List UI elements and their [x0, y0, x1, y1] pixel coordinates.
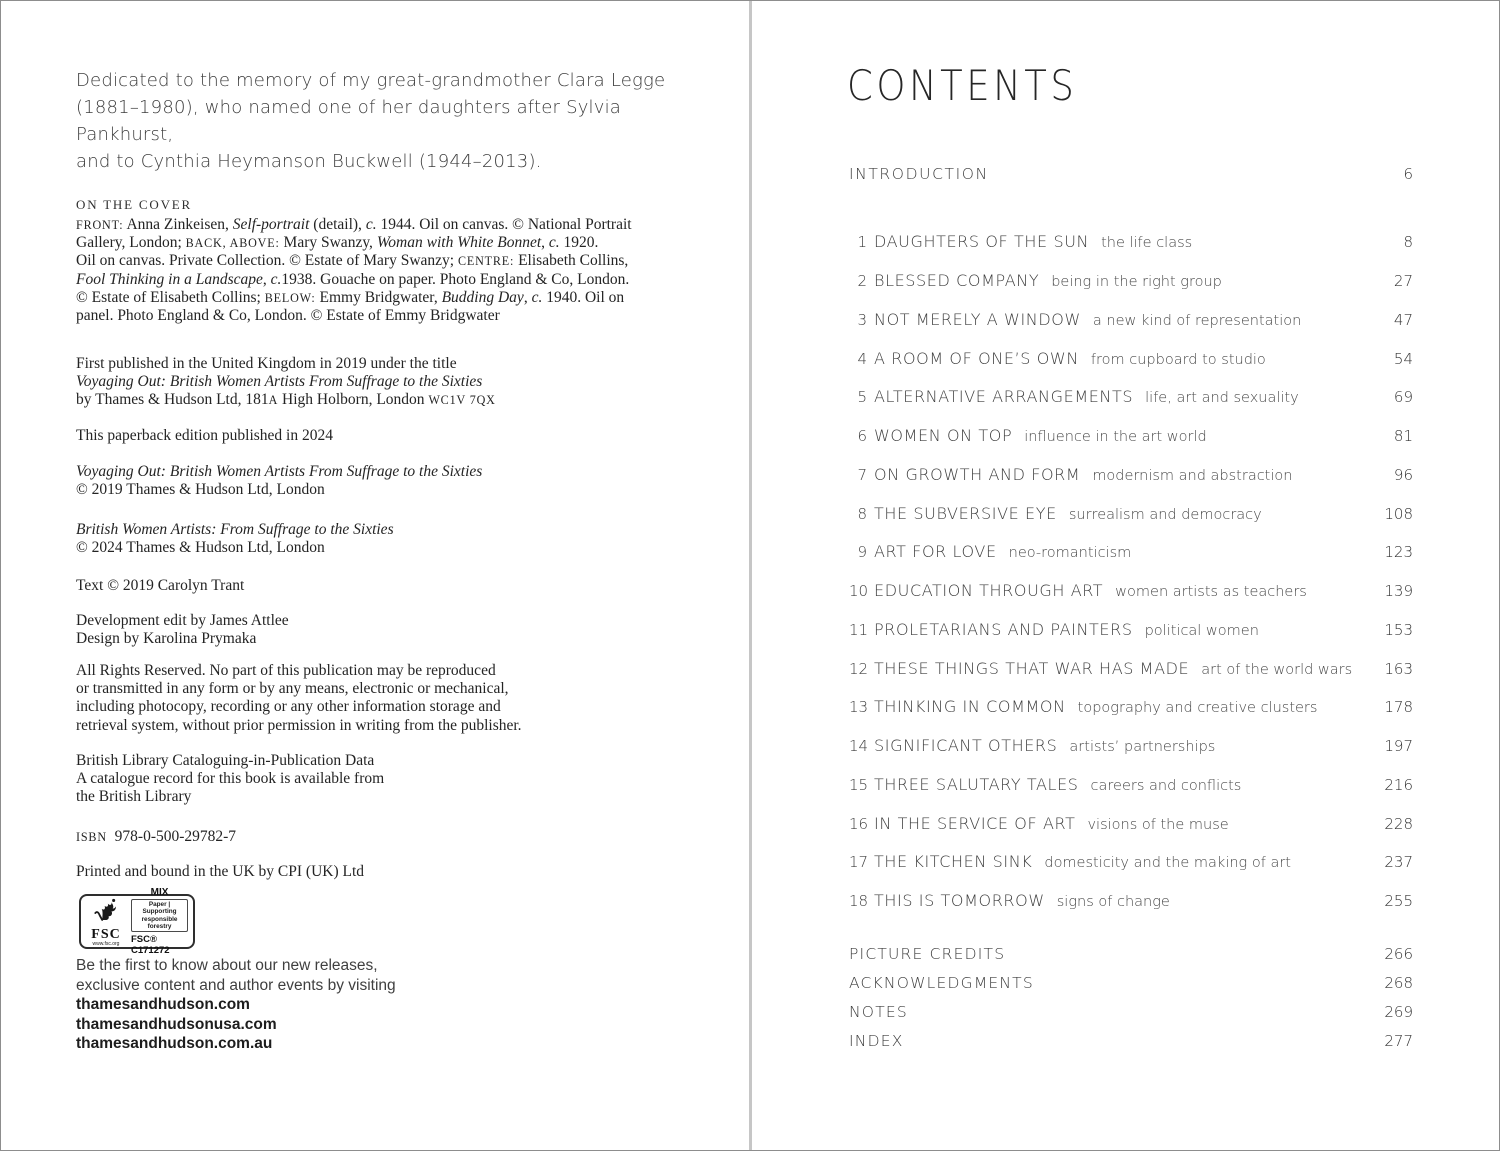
chapter-title: THE KITCHEN SINK	[874, 852, 1033, 872]
isbn-line	[76, 828, 696, 846]
chapter-number: 4	[857, 349, 867, 368]
first-published-text	[76, 355, 696, 410]
chapter-page-number: 178	[1384, 698, 1413, 717]
text-line: and to Cynthia Heymanson Buckwell (1944–2013).	[76, 151, 542, 172]
page-gutter-divider	[749, 1, 752, 1151]
chapter-number: 11	[849, 620, 869, 639]
chapter-number: 1	[857, 233, 867, 252]
chapter-number: 10	[849, 582, 869, 601]
fsc-mix-column	[131, 887, 188, 956]
chapter-page-number: 255	[1384, 892, 1413, 911]
chapter-page-number: 163	[1384, 659, 1413, 678]
chapter-page-number: 237	[1384, 853, 1413, 872]
text-line: panel. Photo England & Co, London. © Estate of Emmy Bridgwater	[76, 307, 500, 325]
chapter-title: BLESSED COMPANY	[874, 271, 1040, 291]
chapter-number: 3	[857, 310, 867, 329]
chapter-page-number: 216	[1384, 775, 1413, 794]
chapter-page-number: 81	[1393, 427, 1413, 446]
chapter-title-group	[874, 387, 1299, 407]
chapter-title-group	[874, 697, 1317, 717]
text-line: Dedicated to the memory of my great-grandmother Clara Legge	[76, 70, 666, 91]
chapter-title: ALTERNATIVE ARRANGEMENTS	[874, 387, 1134, 407]
toc-chapter-row	[849, 378, 1413, 417]
toc-introduction-page-number: 6	[1403, 165, 1413, 183]
text-line: FRONT: Anna Zinkeisen, Self-portrait (detail), c. 1944. Oil on canvas. © National Portrait	[76, 216, 632, 233]
back-matter-label: PICTURE CREDITS	[849, 944, 1006, 963]
text-line: Fool Thinking in a Landscape, c.1938. Gouache on paper. Photo England & Co, London.	[76, 270, 630, 288]
chapter-page-number: 96	[1393, 465, 1413, 484]
chapter-page-number: 108	[1384, 504, 1413, 523]
text-line: A catalogue record for this book is available from	[76, 770, 385, 788]
chapter-page-number: 8	[1403, 233, 1413, 252]
chapter-title: THIS IS TOMORROW	[874, 891, 1045, 911]
text-copyright-line	[76, 577, 696, 595]
toc-chapter-row	[849, 572, 1413, 611]
text-line: © 2024 Thames & Hudson Ltd, London	[76, 539, 325, 557]
back-matter-row	[849, 968, 1413, 997]
text-line: Oil on canvas. Private Collection. © Estate of Mary Swanzy; CENTRE: Elisabeth Collins,	[76, 252, 629, 270]
text-line: thamesandhudsonusa.com	[76, 1015, 277, 1033]
text-line: retrieval system, without prior permission in writing from the publisher.	[76, 716, 522, 734]
toc-introduction-label: INTRODUCTION	[849, 165, 989, 183]
chapter-title-group	[874, 349, 1266, 369]
toc-chapter-row	[849, 262, 1413, 301]
text-line: thamesandhudson.com	[76, 996, 250, 1014]
text-line: by Thames & Hudson Ltd, 181A High Holborn, London WC1V 7QX	[76, 391, 496, 409]
chapter-title: THE SUBVERSIVE EYE	[874, 503, 1057, 523]
toc-chapter-row	[849, 456, 1413, 495]
toc-chapter-row	[849, 649, 1413, 688]
british-library-text	[76, 752, 696, 807]
back-matter-label: NOTES	[849, 1002, 908, 1021]
chapter-number: 8	[857, 504, 867, 523]
chapter-subtitle: life, art and sexuality	[1145, 390, 1299, 407]
toc-chapter-row	[849, 766, 1413, 805]
chapter-number: 7	[857, 465, 867, 484]
fsc-certification-label	[79, 887, 195, 956]
contents-page-title: CONTENTS	[847, 61, 1078, 110]
chapter-title-group	[874, 232, 1192, 252]
toc-chapter-row	[849, 494, 1413, 533]
text-line: All Rights Reserved. No part of this publication may be reproduced	[76, 662, 496, 679]
chapter-subtitle: domesticity and the making of art	[1044, 855, 1291, 872]
toc-chapter-row	[849, 417, 1413, 456]
chapter-title-group	[874, 814, 1229, 834]
text-line: (1881–1980), who named one of her daughters after Sylvia Pankhurst,	[76, 97, 622, 145]
fsc-logo-column	[86, 897, 126, 947]
chapter-page-number: 228	[1384, 814, 1413, 833]
chapter-title-group	[874, 542, 1131, 562]
chapter-title: SIGNIFICANT OTHERS	[874, 736, 1058, 756]
chapter-title-group	[874, 465, 1292, 485]
toc-back-matter-list	[849, 939, 1413, 1055]
printed-and-bound-line	[76, 863, 696, 881]
text-line: or transmitted in any form or by any means, electronic or mechanical,	[76, 680, 509, 698]
chapter-title: A ROOM OF ONE’S OWN	[874, 348, 1079, 368]
chapter-title-group	[874, 852, 1291, 872]
chapter-page-number: 139	[1384, 582, 1413, 601]
fsc-acronym: FSC	[91, 926, 121, 942]
toc-chapter-row	[849, 804, 1413, 843]
publisher-websites-text	[76, 956, 596, 1054]
toc-chapter-row	[849, 339, 1413, 378]
fsc-tree-check-icon	[93, 897, 119, 928]
text-line: Design by Karolina Prymaka	[76, 630, 257, 648]
chapter-subtitle: careers and conflicts	[1090, 777, 1242, 794]
chapter-title: IN THE SERVICE OF ART	[874, 813, 1076, 833]
chapter-title-group	[874, 271, 1222, 291]
fsc-paper-line1: Paper | Supporting	[142, 901, 177, 916]
toc-chapter-row	[849, 533, 1413, 572]
chapter-page-number: 123	[1384, 543, 1413, 562]
text-line: Text © 2019 Carolyn Trant	[76, 577, 245, 594]
cover-credits-text	[76, 216, 696, 325]
chapter-title-group	[874, 891, 1170, 911]
text-line: thamesandhudson.com.au	[76, 1035, 273, 1053]
chapter-subtitle: political women	[1144, 622, 1259, 639]
chapter-subtitle: a new kind of representation	[1092, 312, 1302, 329]
text-line: ISBN 978-0-500-29782-7	[76, 828, 237, 845]
chapter-number: 14	[849, 737, 869, 756]
chapter-subtitle: signs of change	[1056, 894, 1170, 911]
back-matter-row	[849, 939, 1413, 968]
chapter-title-group	[874, 736, 1215, 756]
chapter-page-number: 197	[1384, 737, 1413, 756]
chapter-title: DAUGHTERS OF THE SUN	[874, 232, 1090, 252]
chapter-subtitle: visions of the muse	[1087, 816, 1229, 833]
chapter-title-group	[874, 620, 1259, 640]
chapter-title-group	[874, 504, 1262, 524]
text-line: including photocopy, recording or any other information storage and	[76, 698, 501, 716]
back-matter-row	[849, 1026, 1413, 1055]
all-rights-reserved-text	[76, 662, 696, 735]
back-matter-page-number: 269	[1384, 1002, 1413, 1021]
chapter-number: 16	[849, 814, 869, 833]
text-line: Voyaging Out: British Women Artists From Suffrage to the Sixties	[76, 463, 483, 480]
chapter-number: 5	[857, 388, 867, 407]
fsc-mix-label: MIX	[150, 887, 169, 899]
chapter-subtitle: art of the world wars	[1201, 661, 1353, 678]
chapter-number: 18	[849, 892, 869, 911]
fsc-cert-number: FSC® C171272	[131, 933, 170, 956]
chapter-number: 13	[849, 698, 869, 717]
text-line: exclusive content and author events by visiting	[76, 976, 396, 994]
chapter-title: ART FOR LOVE	[874, 542, 997, 562]
british-women-artists-copyright-text	[76, 521, 696, 557]
text-line: This paperback edition published in 2024	[76, 427, 333, 444]
chapter-subtitle: modernism and abstraction	[1092, 467, 1293, 484]
toc-chapter-row	[849, 301, 1413, 340]
chapter-number: 15	[849, 775, 869, 794]
chapter-subtitle: neo-romanticism	[1008, 545, 1132, 562]
text-line: Gallery, London; BACK, ABOVE: Mary Swanzy, Woman with White Bonnet, c. 1920.	[76, 234, 599, 252]
chapter-subtitle: artists’ partnerships	[1069, 739, 1216, 756]
chapter-subtitle: from cupboard to studio	[1090, 351, 1266, 368]
toc-chapter-row	[849, 882, 1413, 921]
chapter-title: EDUCATION THROUGH ART	[874, 581, 1104, 601]
text-line: © 2019 Thames & Hudson Ltd, London	[76, 481, 325, 499]
toc-introduction-row	[849, 161, 1413, 187]
voyaging-out-copyright-text	[76, 463, 696, 499]
back-matter-page-number: 268	[1384, 973, 1413, 992]
chapter-page-number: 54	[1393, 349, 1413, 368]
chapter-title: PROLETARIANS AND PAINTERS	[874, 619, 1133, 639]
fsc-paper-line2: responsible forestry	[141, 915, 178, 930]
chapter-title: NOT MERELY A WINDOW	[874, 309, 1081, 329]
chapter-number: 2	[857, 272, 867, 291]
back-matter-label: ACKNOWLEDGMENTS	[849, 973, 1034, 992]
text-line: British Women Artists: From Suffrage to the Sixties	[76, 521, 394, 538]
chapter-title-group	[874, 581, 1307, 601]
chapter-title-group	[874, 310, 1301, 330]
text-line: © Estate of Elisabeth Collins; BELOW: Emmy Bridgwater, Budding Day, c. 1940. Oil on	[76, 288, 625, 306]
chapter-subtitle: the life class	[1101, 235, 1193, 252]
back-matter-page-number: 266	[1384, 944, 1413, 963]
fsc-paper-label	[131, 899, 188, 932]
toc-chapter-row	[849, 611, 1413, 650]
chapter-title-group	[874, 659, 1352, 679]
chapter-title-group	[874, 775, 1241, 795]
chapter-subtitle: surrealism and democracy	[1068, 506, 1262, 523]
chapter-subtitle: influence in the art world	[1024, 429, 1207, 446]
fsc-url: www.fsc.org	[92, 940, 120, 947]
toc-chapter-row	[849, 727, 1413, 766]
back-matter-page-number: 277	[1384, 1031, 1413, 1050]
chapter-page-number: 27	[1393, 272, 1413, 291]
chapter-number: 9	[857, 543, 867, 562]
chapter-number: 17	[849, 853, 869, 872]
text-line: British Library Cataloguing-in-Publication Data	[76, 752, 375, 769]
chapter-page-number: 47	[1393, 310, 1413, 329]
text-line: Printed and bound in the UK by CPI (UK) Ltd	[76, 863, 365, 880]
chapter-subtitle: women artists as teachers	[1115, 584, 1307, 601]
back-matter-label: INDEX	[849, 1031, 904, 1050]
dedication-text	[76, 67, 676, 175]
toc-chapter-row	[849, 688, 1413, 727]
back-matter-row	[849, 997, 1413, 1026]
chapter-title: THESE THINGS THAT WAR HAS MADE	[874, 658, 1190, 678]
text-line: First published in the United Kingdom in 2019 under the title	[76, 355, 457, 372]
text-line: Development edit by James Attlee	[76, 612, 289, 629]
chapter-subtitle: topography and creative clusters	[1077, 700, 1318, 717]
text-line: Be the first to know about our new releases,	[76, 957, 378, 974]
chapter-title: THINKING IN COMMON	[874, 697, 1066, 717]
toc-chapter-list	[849, 223, 1413, 921]
chapter-title: WOMEN ON TOP	[874, 426, 1013, 446]
chapter-number: 6	[857, 427, 867, 446]
chapter-title: THREE SALUTARY TALES	[874, 774, 1079, 794]
paperback-edition-text	[76, 427, 696, 445]
edit-design-credits-text	[76, 612, 696, 648]
chapter-title-group	[874, 426, 1207, 446]
chapter-subtitle: being in the right group	[1051, 274, 1222, 291]
toc-chapter-row	[849, 843, 1413, 882]
chapter-number: 12	[849, 659, 869, 678]
toc-chapter-row	[849, 223, 1413, 262]
chapter-title: ON GROWTH AND FORM	[874, 464, 1081, 484]
text-line: the British Library	[76, 788, 192, 806]
on-the-cover-heading: ON THE COVER	[76, 197, 192, 212]
chapter-page-number: 153	[1384, 620, 1413, 639]
chapter-page-number: 69	[1393, 388, 1413, 407]
text-line: Voyaging Out: British Women Artists From Suffrage to the Sixties	[76, 373, 483, 391]
